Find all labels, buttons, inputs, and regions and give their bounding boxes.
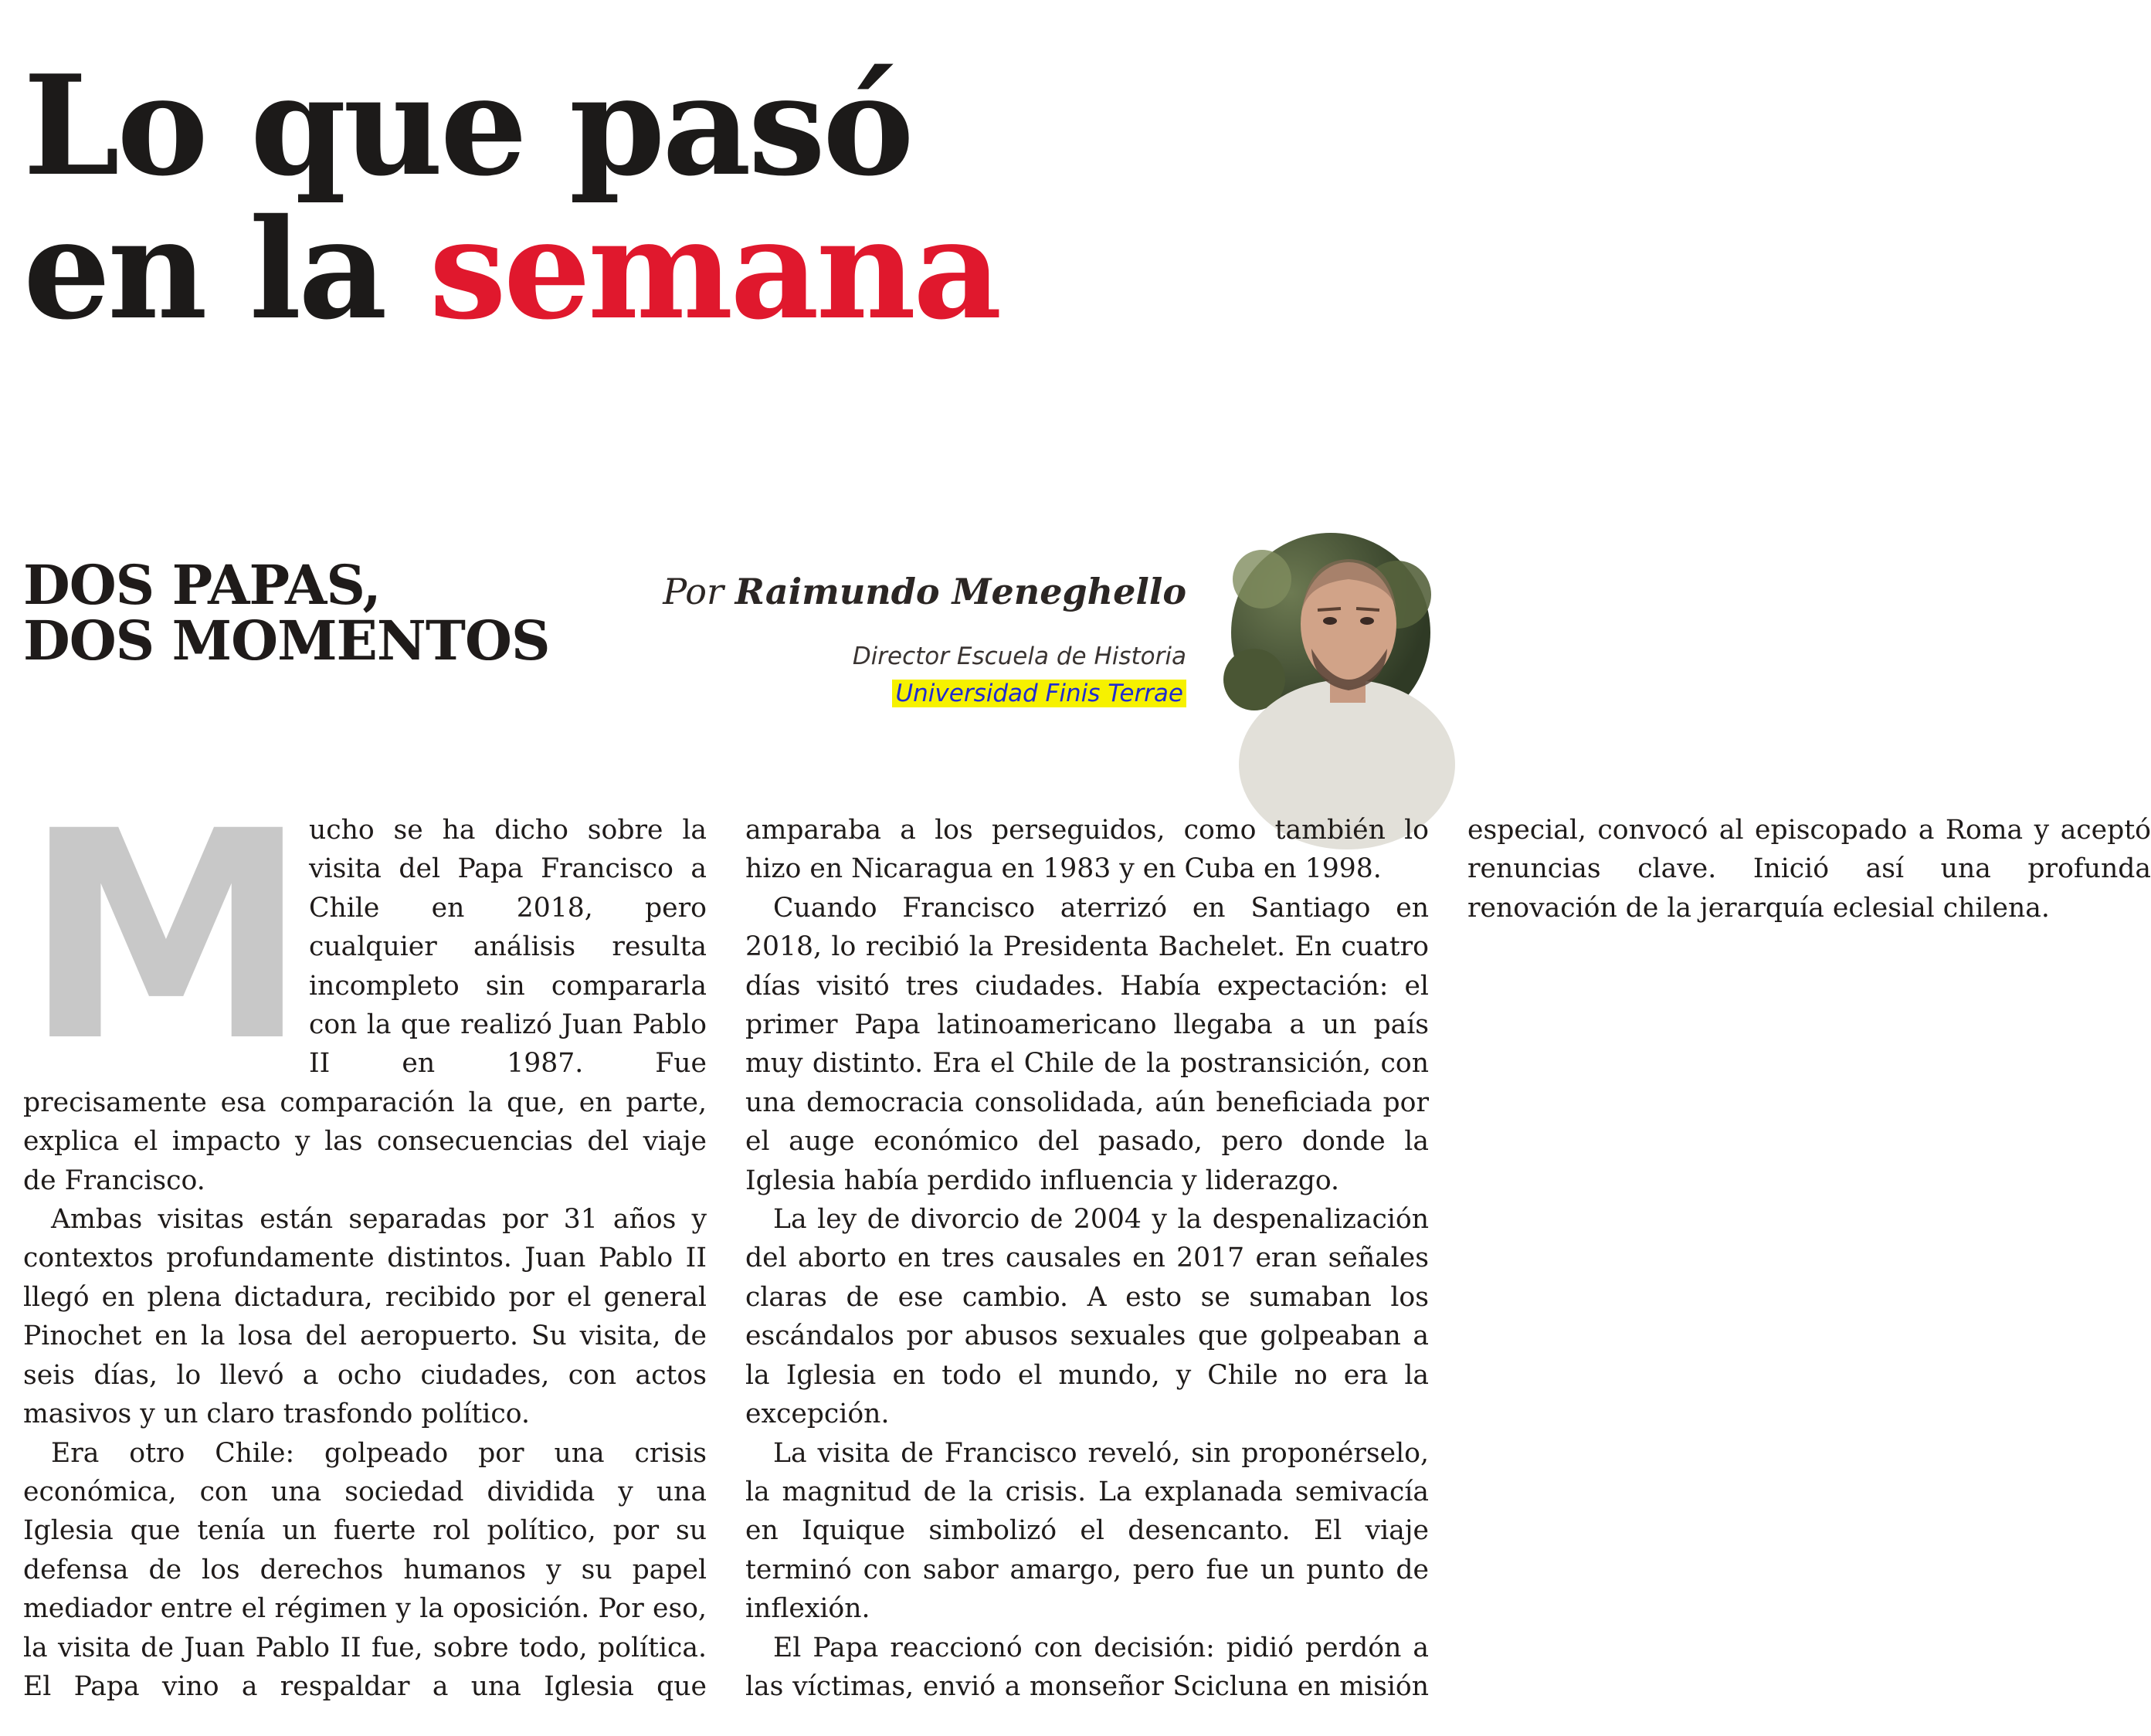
author-credentials bbox=[853, 638, 1186, 712]
paragraph-1 bbox=[23, 770, 707, 1200]
drop-cap: M bbox=[23, 770, 310, 1104]
section-title-line2-prefix: en la bbox=[23, 188, 429, 350]
byline-prefix: Por bbox=[663, 571, 735, 612]
headline-line2: DOS MOMENTOS bbox=[23, 609, 550, 673]
author-institution: Universidad Finis Terrae bbox=[892, 680, 1186, 707]
author-portrait-icon bbox=[1231, 533, 1430, 732]
headline-line1: DOS PAPAS, bbox=[23, 553, 381, 617]
byline bbox=[663, 570, 1186, 613]
paragraph-7: El Papa reaccionó con decisión: pidió perdón a las víctimas, envió a monseñor Scicluna en misión especial, convocó al episcopado a Roma y aceptó renuncias clave. Inició así una profunda renovación de la jerarquía eclesial chilena. bbox=[745, 815, 2151, 1702]
author-photo bbox=[1231, 533, 1430, 732]
article-headline bbox=[23, 553, 550, 673]
paragraph-2: Ambas visitas están separadas por 31 años y contextos profundamente distintos. Juan Pablo II llegó en plena dictadura, recibido por el general Pinochet en la losa del aeropuerto. Su visita, de seis días, lo llevó a ocho ciudades, con actos masivos y un claro trasfondo político. bbox=[23, 1204, 707, 1430]
section-title-accent: semana bbox=[429, 188, 999, 350]
paragraph-4: Cuando Francisco aterrizó en Santiago en 2018, lo recibió la Presidenta Bachelet. En cuatro días visitó tres ciudades. Había expectación: el primer Papa latinoamericano llegaba a un país muy distinto. Era el Chile de la postransición, con una democracia consolidada, aún beneficiada por el auge económico del pasado, pero donde la Iglesia había perdido influencia y liderazgo. bbox=[745, 892, 1429, 1196]
paragraph-3: Era otro Chile: golpeado por una crisis económica, con una sociedad dividida y una Iglesia que tenía un fuerte rol político, por su defensa de los derechos humanos y su papel mediador entre el régimen y la oposición. Por eso, la visita de Juan Pablo II fue, sobre todo, política. El Papa vino a respaldar a una Iglesia que amparaba a los perseguidos, como también lo hizo en Nicaragua en 1983 y en Cuba en 1998. bbox=[23, 815, 1429, 1702]
paragraph-5: La ley de divorcio de 2004 y la despenalización del aborto en tres causales en 2017 eran señales claras de ese cambio. A esto se sumaban los escándalos por abusos sexuales que golpeaban a la Iglesia en todo el mundo, y Chile no era la excepción. bbox=[745, 1204, 1429, 1430]
author-name: Raimundo Meneghello bbox=[735, 571, 1186, 612]
author-role: Director Escuela de Historia bbox=[852, 643, 1186, 670]
article-body bbox=[23, 770, 2151, 1722]
section-title bbox=[23, 45, 999, 350]
paragraph-6: La visita de Francisco reveló, sin proponérselo, la magnitud de la crisis. La explanada semivacía en Iquique simbolizó el desencanto. El viaje terminó con sabor amargo, pero fue un punto de inflexión. bbox=[745, 1437, 1429, 1625]
paragraph-1-text: ucho se ha dicho sobre la visita del Papa Francisco a Chile en 2018, pero cualquier análisis resulta incompleto sin compararla con la que realizó Juan Pablo II en 1987. Fue precisamente esa comparación la que, en parte, explica el impacto y las consecuencias del viaje de Francisco. bbox=[23, 815, 707, 1196]
section-title-line1: Lo que pasó bbox=[23, 45, 911, 206]
